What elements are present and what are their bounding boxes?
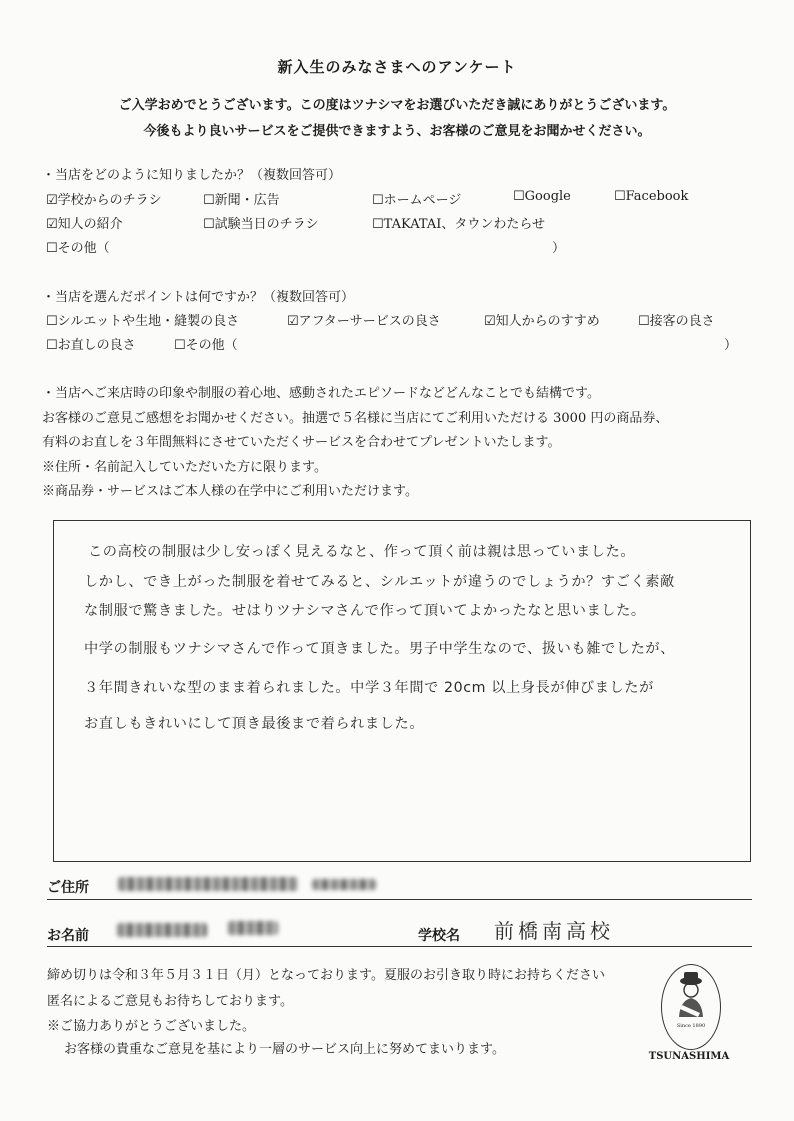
- q3-note-2: ※商品券・サービスはご本人様の在学中にご利用いただけます。: [42, 484, 418, 499]
- school-label: 学校名: [418, 928, 460, 944]
- checkbox-icon: ☐: [46, 241, 58, 256]
- comment-line-6: お直しもきれいにして頂き最後まで着られました。: [84, 716, 425, 732]
- checkbox-icon: ☐: [203, 217, 215, 232]
- checkbox-icon: ☐: [372, 217, 384, 232]
- name-label: お名前: [47, 928, 89, 944]
- thanks-note: ※ご協力ありがとうございました。: [47, 1019, 256, 1034]
- logo-since: Since 1890: [676, 1023, 706, 1029]
- checkbox-icon: ☐: [174, 338, 186, 353]
- checkbox-icon: ☐: [372, 193, 384, 208]
- checkbox-icon: ☐: [46, 314, 58, 329]
- q1-option-other[interactable]: ☐その他（: [46, 241, 110, 256]
- address-redacted: [118, 877, 298, 891]
- q2-question: ・当店を選んだポイントは何ですか？（複数回答可）: [42, 290, 355, 305]
- checkbox-checked-icon: ☑: [287, 314, 299, 329]
- q1-option-school-flyer[interactable]: ☑学校からのチラシ: [46, 193, 162, 208]
- deadline-note: 締め切りは令和３年５月３１日（月）となっております。夏服のお引き取り時にお持ちください: [47, 968, 605, 983]
- checkbox-icon: ☐: [203, 193, 215, 208]
- q1-question: ・当店をどのように知りましたか？（複数回答可）: [42, 168, 342, 183]
- anonymous-note: 匿名によるご意見もお待ちしております。: [47, 994, 293, 1009]
- q1-option-newspaper[interactable]: ☐新聞・広告: [203, 193, 280, 208]
- page-title: 新入生のみなさまへのアンケート: [277, 58, 517, 76]
- comment-line-2: しかし、でき上がった制服を着せてみると、シルエットが違うのでしょうか？すごく素敵: [84, 574, 675, 590]
- q2-option-recommendation[interactable]: ☑知人からのすすめ: [484, 314, 600, 329]
- name-redacted-2: [228, 921, 278, 935]
- intro-line-2: 今後もより良いサービスをご提供できますよう、お客様のご意見をお聞かせください。: [143, 124, 651, 139]
- comment-box[interactable]: [53, 520, 751, 862]
- comment-line-4: 中学の制服もツナシマさんで作って頂きました。男子中学生なので、扱いも雑でしたが、: [84, 641, 675, 657]
- q1-other-close: ）: [552, 241, 566, 256]
- checkbox-checked-icon: ☑: [46, 217, 58, 232]
- checkbox-icon: ☐: [614, 189, 626, 204]
- address-redacted-2: [312, 879, 376, 890]
- checkbox-checked-icon: ☑: [484, 314, 496, 329]
- q3-note-1: ※住所・名前記入していただいた方に限ります。: [42, 460, 327, 475]
- q2-option-other[interactable]: ☐その他（: [174, 338, 238, 353]
- q2-option-after-service[interactable]: ☑アフターサービスの良さ: [287, 314, 441, 329]
- q1-option-acquaintance[interactable]: ☑知人の紹介: [46, 217, 123, 232]
- comment-line-1: この高校の制服は少し安っぽく見えるなと、作って頂く前は親は思っていました。: [88, 544, 636, 560]
- logo-name: TSUNASHIMA: [648, 1051, 730, 1062]
- q2-other-close: ）: [724, 338, 738, 353]
- comment-line-5: ３年間きれいな型のまま着られました。中学３年間で 20cm 以上身長が伸びましたが: [84, 680, 654, 696]
- q2-option-customer-service[interactable]: ☐接客の良さ: [638, 314, 715, 329]
- checkbox-icon: ☐: [513, 189, 525, 204]
- q1-option-google[interactable]: ☐Google: [513, 189, 571, 204]
- q2-option-silhouette[interactable]: ☐シルエットや生地・縫製の良さ: [46, 314, 240, 329]
- service-note: お客様の貴重なご意見を基により一層のサービス向上に努めてまいります。: [64, 1042, 505, 1057]
- gentleman-crest-icon: [662, 965, 720, 1049]
- q1-option-homepage[interactable]: ☐ホームページ: [372, 193, 462, 208]
- name-redacted: [117, 923, 207, 937]
- q3-line-2: お客様のご意見ご感想をお聞かせください。抽選で５名様に当店にてご利用いただける 3000 円の商品券、: [42, 411, 669, 426]
- tsunashima-logo: [661, 964, 721, 1050]
- checkbox-checked-icon: ☑: [46, 193, 58, 208]
- q2-option-alteration[interactable]: ☐お直しの良さ: [46, 338, 136, 353]
- q1-option-exam-flyer[interactable]: ☐試験当日のチラシ: [203, 217, 319, 232]
- q1-option-facebook[interactable]: ☐Facebook: [614, 189, 689, 204]
- comment-line-3: な制服で驚きました。せはりツナシマさんで作って頂いてよかったなと思いました。: [84, 603, 646, 619]
- q3-line-1: ・当店へご来店時の印象や制服の着心地、感動されたエピソードなどどんなことでも結構です。: [42, 386, 600, 401]
- address-label: ご住所: [47, 880, 89, 896]
- intro-line-1: ご入学おめでとうございます。この度はツナシマをお選びいただき誠にありがとうございます。: [118, 98, 676, 113]
- name-underline: [47, 946, 752, 947]
- q1-option-takatai[interactable]: ☐TAKATAI、タウンわたらせ: [372, 217, 545, 232]
- checkbox-icon: ☐: [638, 314, 650, 329]
- school-value[interactable]: 前橋南高校: [494, 919, 614, 943]
- q3-line-3: 有料のお直しを３年間無料にさせていただくサービスを合わせてプレゼントいたします。: [42, 435, 561, 450]
- address-underline: [47, 899, 752, 900]
- checkbox-icon: ☐: [46, 338, 58, 353]
